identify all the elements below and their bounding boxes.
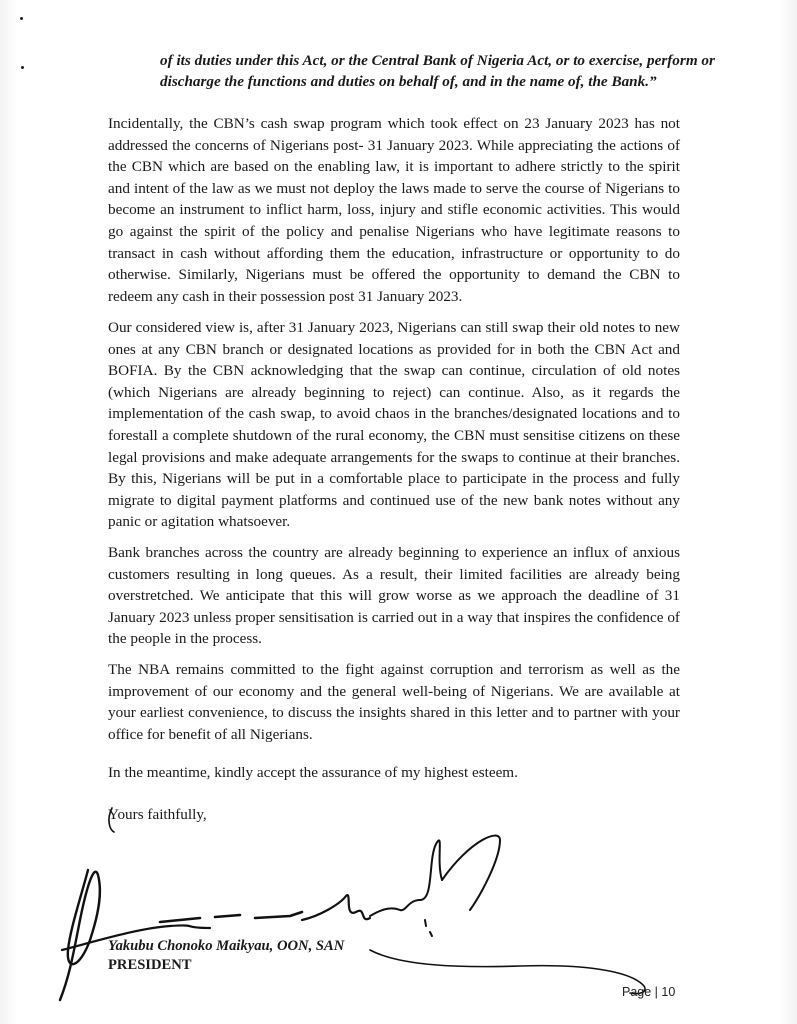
paragraph-nba-commitment: The NBA remains committed to the fight against corruption and terrorism as well as the improvement of our economy and the general well-being of Nigerians. We are available at your earliest convenience, to discuss the insights shared in this letter and to partner with your office for benefit of all Nigerians. (108, 661, 680, 743)
paragraph-considered-view: Our considered view is, after 31 January 2023, Nigerians can still swap their old notes to new ones at any CBN branch or designated locations as provided for in both the CBN Act and BOFIA. By the CBN acknowledging that the swap can continue, circulation of old notes (which Nigerians are already beginning to reject) can continue. Also, as it regards the implementation of the cash swap, to avoid chaos in the branches/designated locations and to forestall a complete shutdown of the rural economy, the CBN must sensitise citizens on these legal provisions and make adequate arrangements for the swaps to continue at their branches. By this, Nigerians will be put in a comfortable place to participate in the process and fully migrate to digital payment platforms and continued use of the new bank notes without any panic or agitation whatsoever. (108, 319, 680, 531)
closing-salutation: Yours faithfully, (108, 806, 207, 823)
paragraph-cash-swap-concerns: Incidentally, the CBN’s cash swap program which took effect on 23 January 2023 has not addressed the concerns of Nigerians post- 31 January 2023. While appreciating the actions of the CBN which are based on the enabling law, it is important to adhere strictly to the spirit and intent of the law as we must not deploy the laws made to serve the course of Nigerians to become an instrument to inflict harm, loss, injury and stifle economic activities. This would go against the spirit of the policy and penalise Nigerians who have legitimate reasons to transact in cash without affording them the education, infrastructure or opportunity to do otherwise. Similarly, Nigerians must be offered the opportunity to demand the CBN to redeem any cash in their possession post 31 January 2023. (108, 115, 680, 305)
paragraph-esteem: In the meantime, kindly accept the assurance of my highest esteem. (108, 764, 518, 781)
paragraph-bank-branches: Bank branches across the country are already beginning to experience an influx of anxious customers resulting in long queues. As a result, their limited facilities are already being overstretched. We anticipate that this will grow worse as we approach the deadline of 31 January 2023 unless proper sensitisation is carried out in a way that inspires the confidence of the people in the process. (108, 544, 680, 648)
scan-mark (21, 66, 24, 69)
handwritten-signature (40, 800, 680, 1010)
quoted-statute-excerpt: of its duties under this Act, or the Central Bank of Nigeria Act, or to exercise, perform or discharge the functions and duties on behalf of, and in the name of, the Bank.” (160, 52, 715, 90)
page-number: Page | 10 (622, 985, 676, 999)
scan-mark (20, 17, 23, 20)
signatory-name: Yakubu Chonoko Maikyau, OON, SAN (108, 938, 345, 954)
signatory-title: PRESIDENT (108, 957, 192, 973)
